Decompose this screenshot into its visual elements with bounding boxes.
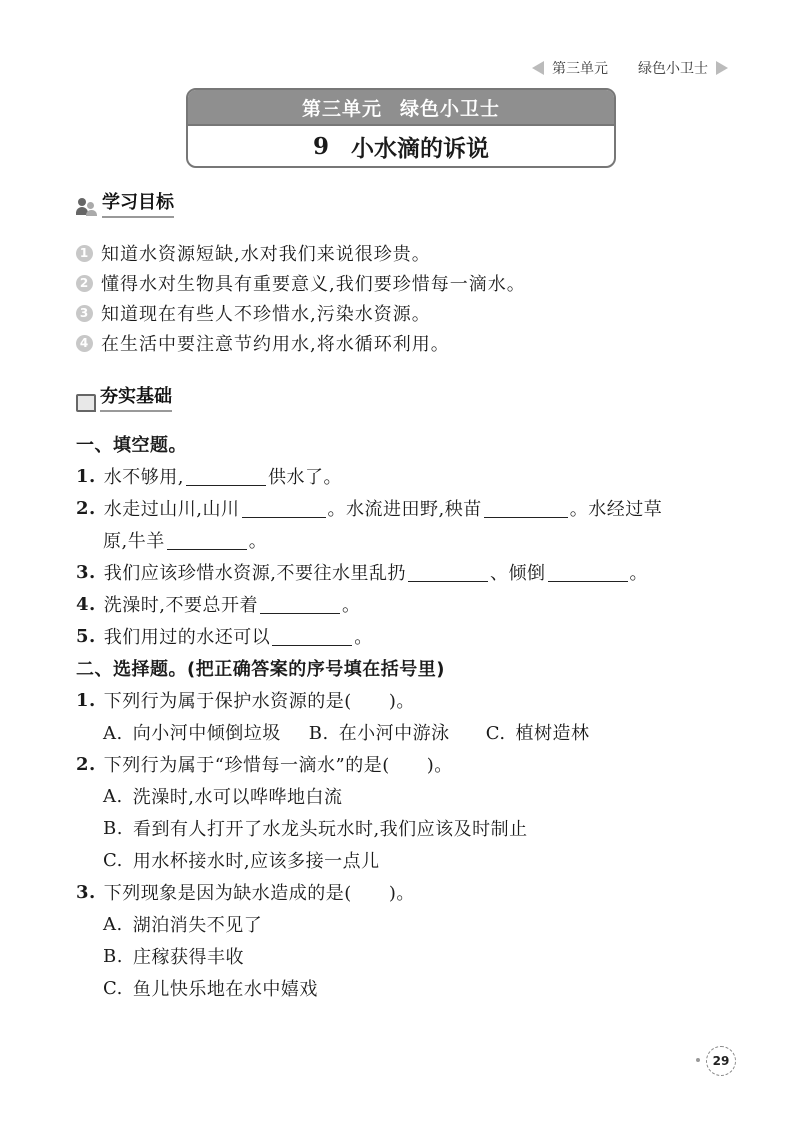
goal-item	[76, 298, 526, 328]
fill-question-1	[76, 460, 736, 492]
option-c[interactable]	[76, 972, 736, 1004]
question-text: 。	[342, 595, 361, 616]
question-text: 我们应该珍惜水资源,不要往水里乱扔	[103, 563, 407, 584]
goal-item	[76, 328, 526, 358]
question-stem: 下列行为属于保护水资源的是( )。	[103, 691, 415, 712]
option-c[interactable]	[486, 719, 590, 745]
choice-question-1	[76, 684, 736, 716]
fill-question-4	[76, 588, 736, 620]
question-number: 1.	[76, 689, 96, 711]
option-text: 湖泊消失不见了	[132, 915, 263, 936]
basics-heading-label: 夯实基础	[100, 382, 172, 412]
running-header	[532, 58, 728, 78]
goal-item	[76, 238, 526, 268]
goal-text: 知道水资源短缺,水对我们来说很珍贵。	[101, 244, 431, 265]
answer-blank[interactable]	[484, 499, 568, 518]
goals-list	[76, 238, 526, 358]
question-number: 1.	[76, 465, 96, 487]
question-text: 水走过山川,山川	[103, 499, 240, 520]
option-text: 在小河中游泳	[338, 723, 450, 744]
option-b[interactable]	[76, 940, 736, 972]
question-text: 。	[248, 531, 268, 552]
lesson-number: 9	[312, 132, 329, 160]
option-text: 鱼儿快乐地在水中嬉戏	[132, 979, 318, 1000]
fill-question-3	[76, 556, 736, 588]
part2-title	[76, 652, 736, 684]
option-label: C.	[485, 723, 506, 744]
answer-blank[interactable]	[548, 563, 628, 582]
option-a[interactable]	[76, 908, 736, 940]
decorative-dot-icon	[696, 1058, 700, 1062]
option-a[interactable]	[103, 719, 281, 745]
option-label: A.	[103, 913, 123, 935]
goal-item	[76, 268, 526, 298]
question-text: 原,牛羊	[103, 531, 165, 552]
answer-blank[interactable]	[272, 627, 352, 646]
triangle-left-icon	[532, 61, 544, 75]
goals-heading	[76, 188, 174, 218]
fill-question-2	[76, 492, 736, 524]
option-label: A.	[103, 785, 123, 807]
part1-title-text: 一、填空题。	[76, 435, 187, 456]
question-number: 2.	[76, 497, 96, 519]
lesson-title-bar	[188, 124, 614, 166]
question-stem: 下列行为属于“珍惜每一滴水”的是( )。	[103, 755, 453, 776]
page-number: 29	[706, 1046, 736, 1076]
answer-blank[interactable]	[186, 467, 266, 486]
people-icon	[76, 198, 98, 218]
lesson-title: 小水滴的诉说	[351, 134, 489, 162]
option-c[interactable]	[76, 844, 736, 876]
option-text: 看到有人打开了水龙头玩水时,我们应该及时制止	[132, 819, 528, 840]
answer-blank[interactable]	[167, 531, 247, 550]
unit-title: 绿色小卫士	[400, 97, 501, 120]
unit-title-bar	[188, 90, 614, 124]
book-icon	[76, 394, 96, 412]
question-text: 。	[354, 627, 373, 648]
goal-text: 在生活中要注意节约用水,将水循环利用。	[101, 334, 450, 355]
question-stem: 下列现象是因为缺水造成的是( )。	[103, 883, 415, 904]
choice-question-3	[76, 876, 736, 908]
option-b[interactable]	[76, 812, 736, 844]
option-text: 植树造林	[515, 723, 590, 744]
fill-question-2-cont	[76, 524, 736, 556]
question-text: 。水经过草	[569, 499, 663, 520]
part2-title-text: 二、选择题。(把正确答案的序号填在括号里)	[76, 659, 445, 680]
running-header-title: 绿色小卫士	[638, 61, 708, 77]
goal-text: 懂得水对生物具有重要意义,我们要珍惜每一滴水。	[101, 274, 526, 295]
answer-blank[interactable]	[260, 595, 340, 614]
option-label: B.	[308, 723, 329, 744]
question-text: 。	[629, 563, 649, 584]
question-text: 洗澡时,不要总开着	[103, 595, 259, 616]
choice-options-row	[76, 716, 736, 748]
question-text: 我们用过的水还可以	[103, 627, 271, 648]
question-number: 3.	[76, 561, 96, 583]
option-a[interactable]	[76, 780, 736, 812]
basics-heading	[76, 382, 172, 412]
question-text: 供水了。	[268, 467, 343, 488]
number-circle-icon: 4	[76, 335, 93, 352]
goals-heading-label: 学习目标	[102, 188, 174, 218]
answer-blank[interactable]	[408, 563, 488, 582]
question-number: 4.	[76, 593, 96, 615]
part1-title	[76, 428, 736, 460]
option-text: 用水杯接水时,应该多接一点儿	[132, 851, 380, 872]
running-header-unit: 第三单元	[552, 61, 608, 77]
option-label: C.	[103, 849, 123, 871]
question-text: 水不够用,	[103, 467, 185, 488]
choice-question-2	[76, 748, 736, 780]
option-label: B.	[103, 817, 123, 839]
option-text: 向小河中倾倒垃圾	[132, 723, 281, 744]
question-number: 2.	[76, 753, 96, 775]
answer-blank[interactable]	[242, 499, 326, 518]
lesson-title-box	[186, 88, 616, 168]
number-circle-icon: 1	[76, 245, 93, 262]
option-b[interactable]	[309, 719, 450, 745]
question-text: 、倾倒	[490, 563, 546, 584]
exercises	[76, 428, 736, 1004]
option-label: A.	[103, 723, 123, 744]
question-text: 。水流进田野,秧苗	[327, 499, 482, 520]
number-circle-icon: 3	[76, 305, 93, 322]
unit-label: 第三单元	[301, 97, 382, 120]
triangle-right-icon	[716, 61, 728, 75]
question-number: 3.	[76, 881, 96, 903]
fill-question-5	[76, 620, 736, 652]
number-circle-icon: 2	[76, 275, 93, 292]
option-text: 洗澡时,水可以哗哗地白流	[132, 787, 343, 808]
goal-text: 知道现在有些人不珍惜水,污染水资源。	[101, 304, 431, 325]
option-label: B.	[103, 945, 123, 967]
option-label: C.	[103, 977, 123, 999]
option-text: 庄稼获得丰收	[132, 947, 244, 968]
question-number: 5.	[76, 625, 96, 647]
